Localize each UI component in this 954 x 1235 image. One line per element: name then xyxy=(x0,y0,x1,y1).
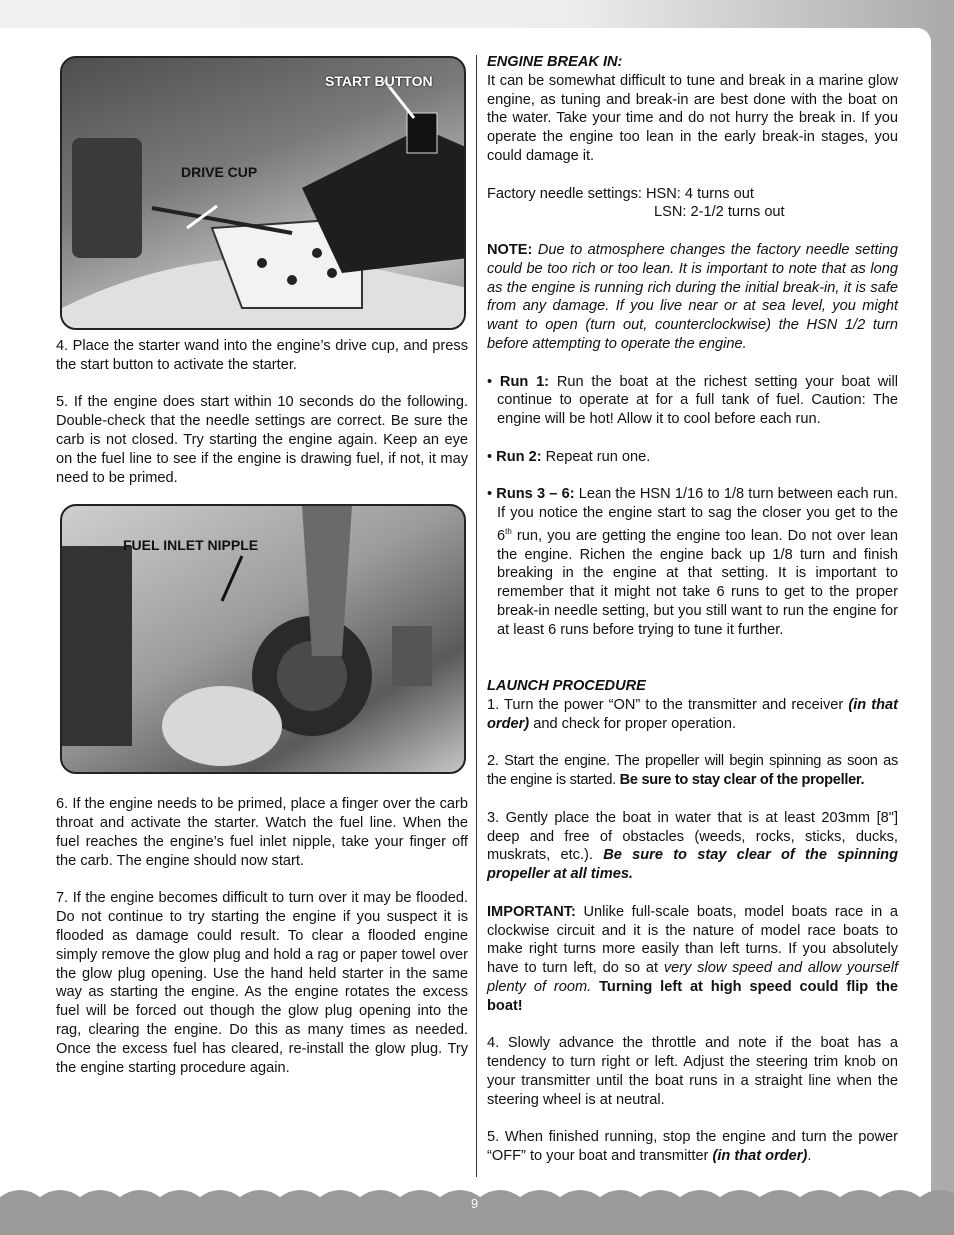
launch-step-5 xyxy=(487,1128,898,1166)
note-paragraph xyxy=(487,241,898,354)
important-text: Unlike full-scale boats, model boats race in a clockwise circuit and it is the nature of model race boats to make right turns more easily than left turns. If you absolutely have to turn left, do so at xyxy=(487,903,898,977)
right-column xyxy=(487,53,898,1166)
step-5: 5. If the engine does start within 10 seconds do the following. Double-check that the needle settings are correct. Be sure the carb is not closed. Try starting the engine again. Keep an eye on the fuel line to see if the engine is drawing fuel, if not, it may need to be primed. xyxy=(56,394,468,486)
important-label: IMPORTANT: xyxy=(487,903,576,920)
break-in-intro: It can be somewhat difficult to tune and break in a marine glow engine, as tuning and break-in are best done with the boat on the water. Take your time and do not hurry the break in. If you operate the engine too lean in the early break-in stages, you could damage it. xyxy=(487,72,898,164)
step-7: 7. If the engine becomes difficult to turn over it may be flooded. Do not continue to try starting the engine if you suspect it is flooded as damage could result. To clear a flooded engine simply remove the glow plug and hold a rag or paper towel over the glow plug opening. Use the hand held starter in the same way as starting the engine. As the engine rotates the excess fuel will be forced out though the glow plug opening into the rag, clearing the engine. Do this as many times as needed. Once the excess fuel has cleared, re-install the glow plug. Try the engine starting procedure again. xyxy=(56,890,468,1076)
launch-step-1-emphasis: (in that order) xyxy=(487,696,898,732)
launch-step-5-end: . xyxy=(807,1148,812,1165)
launch-step-1-text: 1. Turn the power “ON” to the transmitter and receiver xyxy=(487,696,849,713)
needle-settings-hsn: Factory needle settings: HSN: 4 turns out xyxy=(487,185,754,202)
launch-procedure-heading: LAUNCH PROCEDURE xyxy=(487,678,646,695)
launch-step-3-emphasis: Be sure to stay clear of the spinning propeller at all times. xyxy=(487,847,898,883)
starter-photo xyxy=(60,56,466,330)
run-2-label: Run 2: xyxy=(496,448,542,465)
run-1-label: Run 1: xyxy=(499,373,550,390)
run-1-item: • Run 1: Run the boat at the richest setting your boat will continue to operate at for a full tank of fuel. Caution: The engine will be hot! Allow it to cool before each run. xyxy=(487,373,898,428)
runs-3-6-text-a: Lean the HSN 1/16 to 1/8 turn between each run. If you notice the engine start to sag the closer you get to the 6 xyxy=(497,486,898,544)
runs-3-6-text-b: run, you are getting the engine too lean. Do not over lean the engine. Richen the engine back up 1/8 turn and finish breaking in the engine at that setting. It is important to remember that it might not take 6 runs to get to the proper break-in needle setting, but you still want to run the engine for at least 6 runs before trying to tune it further. xyxy=(497,527,898,638)
launch-step-2-text: 2. Start the engine. The propeller will begin spinning as soon as the engine is started. xyxy=(487,753,898,789)
left-column xyxy=(56,337,468,1077)
engine-break-in-heading: ENGINE BREAK IN: xyxy=(487,54,623,70)
run-2-item: • Run 2: Repeat run one. xyxy=(487,448,651,465)
column-divider xyxy=(476,55,477,1177)
fuel-inlet-nipple-label: FUEL INLET NIPPLE xyxy=(123,537,259,553)
step-6: 6. If the engine needs to be primed, place a finger over the carb throat and activate the starter. Watch the fuel line. When the fuel reaches the engine’s fuel inlet nipple, take your finger off the carb. The engine should now start. xyxy=(56,796,468,869)
launch-step-1 xyxy=(487,696,898,734)
runs-3-6-label: Runs 3 – 6: xyxy=(496,486,575,503)
launch-step-2 xyxy=(487,752,898,790)
runs-3-6-sup: th xyxy=(505,526,512,536)
drive-cup-label: DRIVE CUP xyxy=(181,164,258,180)
launch-step-2-emphasis: Be sure to stay clear of the propeller. xyxy=(619,772,865,789)
page-number: 9 xyxy=(471,1196,479,1211)
launch-step-4: 4. Slowly advance the throttle and note if the boat has a tendency to turn right or left. Adjust the steering trim knob on your transmitter until the boat runs in a straight line when the steering wheel is at neutral. xyxy=(487,1035,898,1108)
run-2-text: Repeat run one. xyxy=(545,448,651,465)
step-4: 4. Place the starter wand into the engine’s drive cup, and press the start button to activate the starter. xyxy=(56,338,468,373)
launch-step-1-end: and check for proper operation. xyxy=(529,715,737,732)
important-warning: Turning left at high speed could flip the boat! xyxy=(487,978,898,1014)
launch-step-3 xyxy=(487,809,898,884)
starter-photo-art xyxy=(62,58,466,330)
note-text: Due to atmosphere changes the factory needle setting could be too rich or too lean. It is important to note that as long as the engine is running rich during the initial break-in, it is safe from any damage. If you live near or at sea level, you might want to open (turn out, counterclockwise) the HSN 1/2 turn before attempting to operate the engine. xyxy=(487,241,898,352)
launch-step-5-emphasis: (in that order) xyxy=(712,1148,808,1165)
launch-step-5-text: 5. When finished running, stop the engine and turn the power “OFF” to your boat and transmitter xyxy=(487,1129,898,1165)
important-paragraph xyxy=(487,903,898,1016)
run-1-text: Run the boat at the richest setting your boat will continue to operate at for a full tank of fuel. Caution: The engine will be hot! Allow it to cool before each run. xyxy=(497,373,898,428)
launch-step-3-text: 3. Gently place the boat in water that is at least 203mm [8"] deep and free of obstacles (weeds, rocks, sticks, ducks, muskrats, etc.). xyxy=(487,809,898,864)
note-label: NOTE: xyxy=(487,241,533,258)
important-italic: very slow speed and allow yourself plenty of room. xyxy=(487,960,898,995)
runs-3-6-item: • Runs 3 – 6: Lean the HSN 1/16 to 1/8 turn between each run. If you notice the engine start to sag the closer you get to the 6th run, you are getting the engine too lean. Do not over lean the engine. Richen the engine back up 1/8 turn and finish breaking in the engine at that setting. It is important to remember that it might not take 6 runs to get to the proper break-in needle setting, but you still want to run the engine for at least 6 runs before trying to tune it further. xyxy=(487,486,898,638)
needle-settings-lsn: LSN: 2-1/2 turns out xyxy=(654,204,785,221)
start-button-label: START BUTTON xyxy=(325,73,433,89)
